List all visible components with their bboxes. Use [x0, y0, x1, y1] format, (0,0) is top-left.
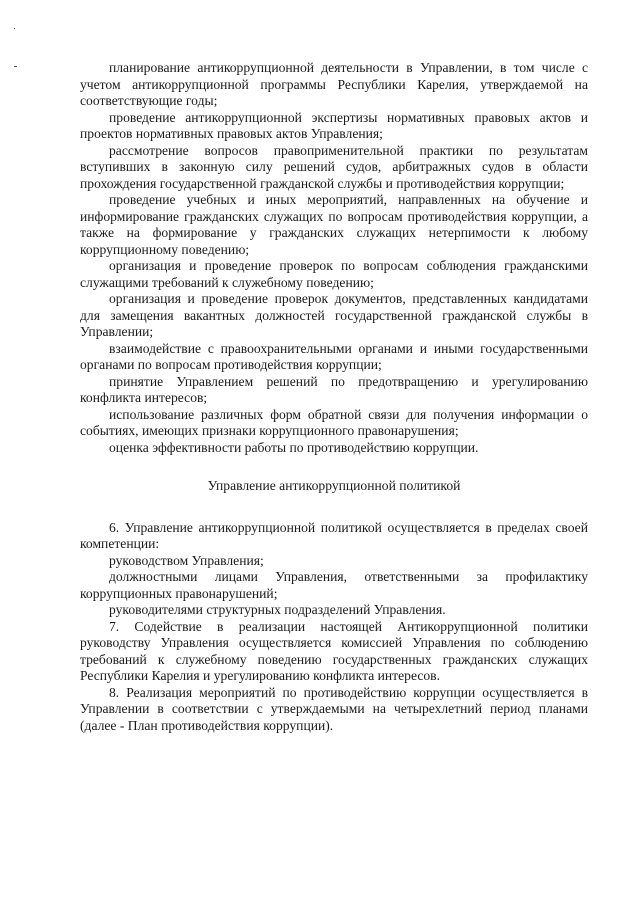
paragraph: должностными лицами Управления, ответственными за профилактику коррупционных правонарушений;: [80, 569, 588, 601]
list-item: проведение антикоррупционной экспертизы нормативных правовых актов и проектов нормативных правовых актов Управления;: [80, 109, 588, 141]
list-item: планирование антикоррупционной деятельности в Управлении, в том числе с учетом антикоррупционной программы Республики Карелия, утверждаемой на соответствующие годы;: [80, 60, 588, 108]
scan-speck: [14, 66, 17, 67]
list-item: проведение учебных и иных мероприятий, направленных на обучение и информирование гражданских служащих по вопросам противодействия коррупции, а также на формирование у гражданских служащих нетерпимости к любому коррупционному поведению;: [80, 192, 588, 257]
paragraph: руководством Управления;: [109, 552, 264, 568]
list-item: организация и проведение проверок документов, представленных кандидатами для замещения вакантных должностей государственной гражданской службы в Управлении;: [80, 291, 588, 339]
list-item: использование различных форм обратной связи для получения информации о событиях, имеющих признаки коррупционного правонарушения;: [80, 406, 588, 438]
section-heading: Управление антикоррупционной политикой: [207, 478, 461, 493]
list-item: оценка эффективности работы по противодействию коррупции.: [109, 439, 479, 455]
list-item: принятие Управлением решений по предотвращению и урегулированию конфликта интересов;: [80, 373, 588, 405]
list-item: рассмотрение вопросов правоприменительной практики по результатам вступивших в законную силу решений судов, арбитражных судов в области прохождения государственной гражданской службы и противодействия коррупции;: [80, 142, 588, 191]
paragraph: 7. Содействие в реализации настоящей Антикоррупционной политики руководству Управления осуществляется комиссией Управления по соблюдению требований к служебному поведению государственных гражданских служащих Республики Карелия и урегулированию конфликта интересов.: [80, 618, 588, 683]
paragraph: 6. Управление антикоррупционной политикой осуществляется в пределах своей компетенции:: [80, 519, 588, 551]
paragraph: руководителями структурных подразделений Управления.: [109, 602, 446, 617]
document-body: [80, 60, 588, 734]
list-item: взаимодействие с правоохранительными органами и иными государственными органами по вопросам противодействия коррупции;: [80, 340, 588, 372]
scan-speck: [14, 28, 15, 29]
list-item: организация и проведение проверок по вопросам соблюдения гражданскими служащими требований к служебному поведению;: [80, 258, 588, 290]
paragraph: 8. Реализация мероприятий по противодействию коррупции осуществляется в Управлении в соответствии с утверждаемыми на четырехлетний период планами (далее - План противодействия коррупции).: [80, 684, 588, 733]
